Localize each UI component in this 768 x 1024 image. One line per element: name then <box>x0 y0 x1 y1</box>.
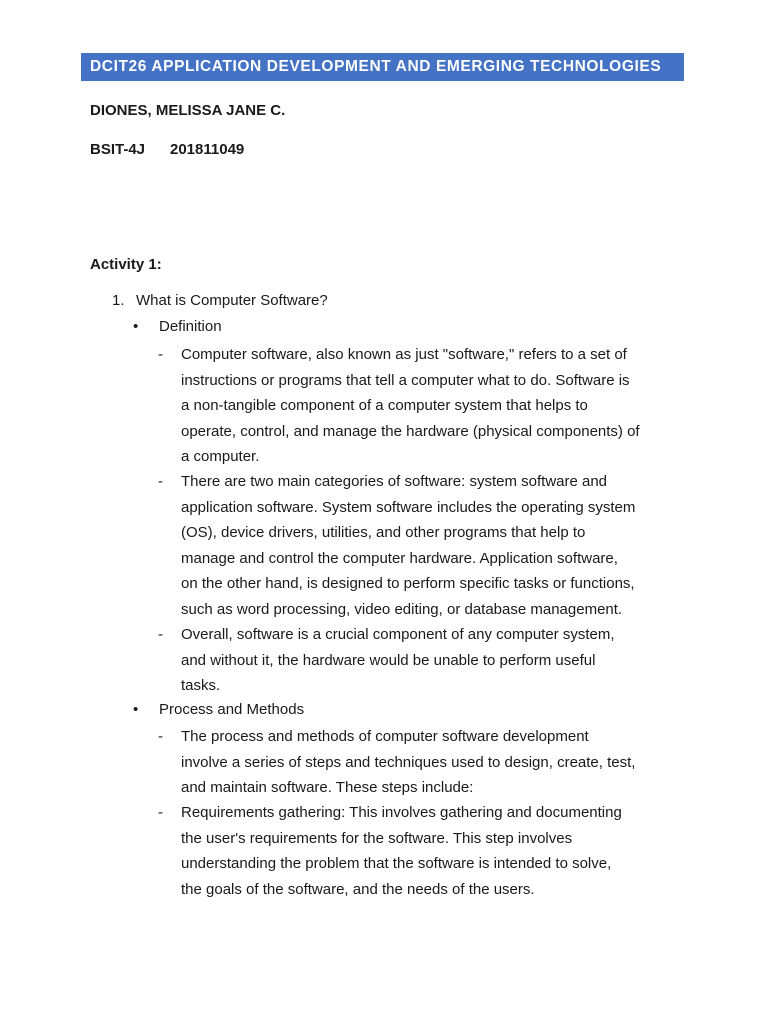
text-line: instructions or programs that tell a computer what to do. Software is <box>181 371 630 389</box>
student-id: 201811049 <box>170 141 245 158</box>
bullet-icon: • <box>133 701 139 718</box>
text-line: the user's requirements for the software. This step involves <box>181 829 573 847</box>
bullet-heading-process: Process and Methods <box>159 701 305 718</box>
dash-marker: - <box>158 728 163 745</box>
course-title: DCIT26 APPLICATION DEVELOPMENT AND EMERGING TECHNOLOGIES <box>90 58 662 75</box>
bullet-heading-definition: Definition <box>159 318 222 335</box>
text-line: Computer software, also known as just "software," refers to a set of <box>181 346 627 363</box>
text-line: a computer. <box>181 448 260 465</box>
text-line: such as word processing, video editing, or database management. <box>181 600 623 618</box>
text-line: operate, control, and manage the hardware (physical components) of <box>181 422 640 440</box>
question-text: What is Computer Software? <box>136 292 328 309</box>
dash-marker: - <box>158 346 163 363</box>
list-item-text <box>181 342 689 470</box>
text-line: Overall, software is a crucial component of any computer system, <box>181 626 615 643</box>
text-line: manage and control the computer hardware. Application software, <box>181 549 618 567</box>
text-line: the goals of the software, and the needs of the users. <box>181 880 535 898</box>
text-line: a non-tangible component of a computer system that helps to <box>181 397 588 414</box>
question-number: 1. <box>112 292 125 309</box>
text-line: and maintain software. These steps include: <box>181 779 474 796</box>
list-item <box>158 800 698 902</box>
list-item <box>158 469 698 622</box>
dash-marker: - <box>158 804 163 821</box>
dash-marker: - <box>158 473 163 490</box>
text-line: understanding the problem that the software is intended to solve, <box>181 855 612 872</box>
text-line: on the other hand, is designed to perform specific tasks or functions, <box>181 575 635 592</box>
text-line: The process and methods of computer software development <box>181 728 589 745</box>
student-section-line <box>90 141 245 158</box>
list-item-text <box>181 469 689 622</box>
student-section: BSIT-4J <box>90 141 146 158</box>
text-line: involve a series of steps and techniques used to design, create, test, <box>181 753 636 771</box>
text-line: Requirements gathering: This involves gathering and documenting <box>181 804 622 821</box>
text-line: (OS), device drivers, utilities, and other programs that help to <box>181 524 586 541</box>
list-item <box>158 724 698 801</box>
list-item <box>158 622 698 699</box>
list-item-text <box>181 800 689 902</box>
text-line: application software. System software includes the operating system <box>181 498 636 516</box>
activity-title: Activity 1: <box>90 256 162 273</box>
list-item-text <box>181 622 689 699</box>
student-name: DIONES, MELISSA JANE C. <box>90 102 286 119</box>
course-title-bar <box>81 53 684 81</box>
list-item-text <box>181 724 689 801</box>
list-item <box>158 342 698 470</box>
bullet-icon: • <box>133 318 139 335</box>
text-line: and without it, the hardware would be unable to perform useful <box>181 651 596 669</box>
text-line: tasks. <box>181 677 221 694</box>
text-line: There are two main categories of software: system software and <box>181 473 608 490</box>
dash-marker: - <box>158 626 163 643</box>
